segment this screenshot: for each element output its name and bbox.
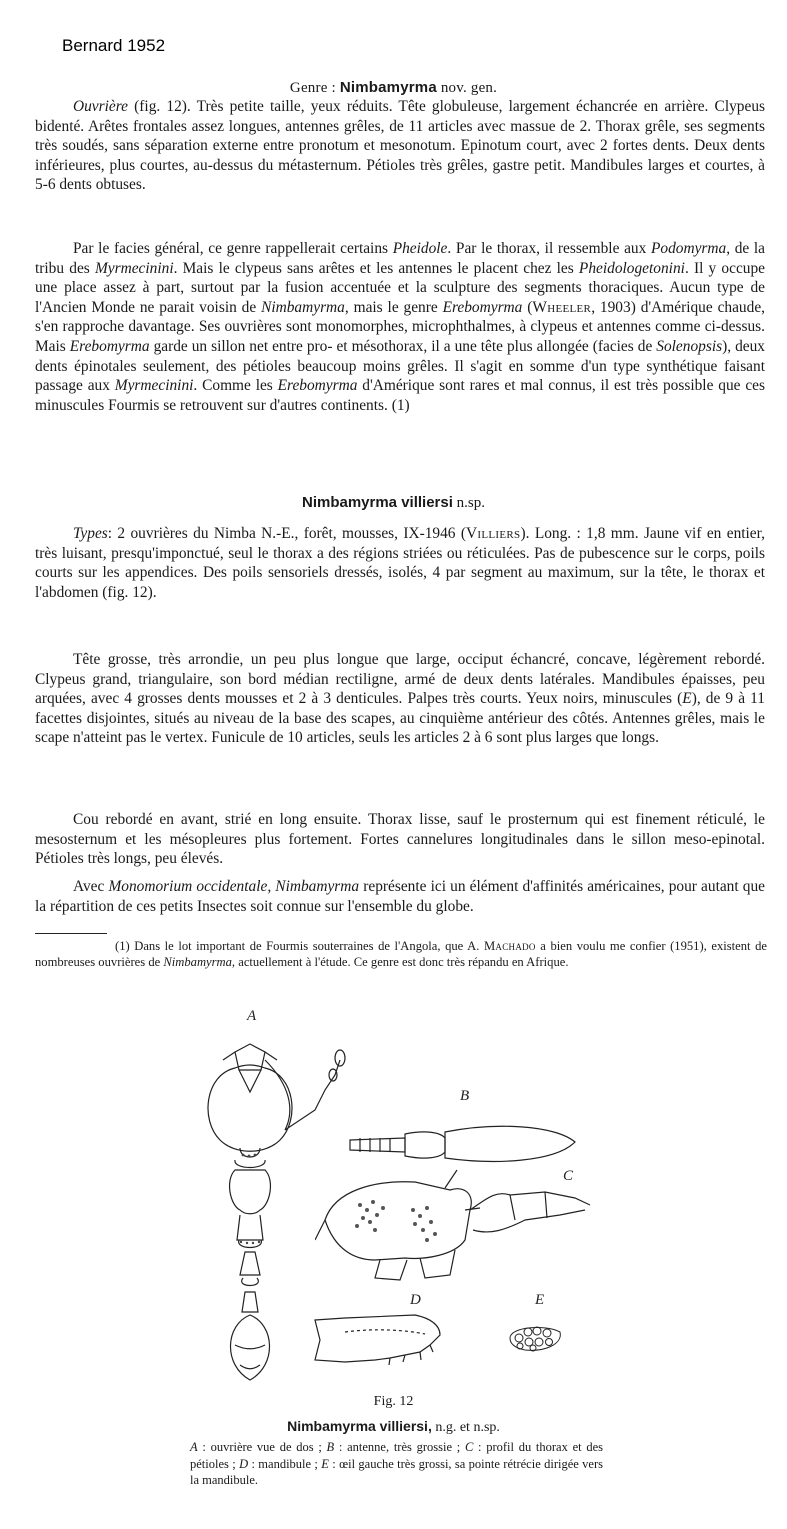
source-label: Bernard 1952 bbox=[62, 36, 166, 55]
figure-caption-title: Nimbamyrma villiersi, n.g. et n.sp. bbox=[287, 1418, 500, 1435]
footnote: (1) Dans le lot important de Fourmis souterraines de l'Angola, que A. Machado a bien voulu me confier (1951), existent de nombreuses ouvrières de Nimbamyrma, actuellement à l'étude. Ce genre est donc très répandu en Afrique. bbox=[35, 939, 767, 969]
figure-label-e: E bbox=[535, 1292, 545, 1308]
figure-label-d: D bbox=[410, 1292, 421, 1308]
species-heading bbox=[0, 494, 787, 512]
footnote-rule bbox=[35, 933, 107, 934]
diagnosis-text: (fig. 12). Très petite taille, yeux réduits. Tête globuleuse, largement échancrée en arrière. Clypeus bidenté. Arêtes frontales assez longues, antennes grêles, de 11 articles avec massue de 2. Thorax grêle, ses segments très soudés, sans séparation externe entre pronotum et mesonotum. Epinotum court, avec 2 fortes dents. Deux dents inférieures, plus courtes, au-dessus du métasternum. Pétioles très grêles, gastre petit. Mandibules larges et courtes, à 5-6 dents obtuses. bbox=[35, 98, 765, 194]
figure-number: Fig. 12 bbox=[373, 1394, 414, 1409]
paragraph-types: Types: 2 ouvrières du Nimba N.-E., forêt, mousses, IX-1946 (Villiers). Long. : 1,8 mm. Jaune vif en entier, très luisant, presqu'imponctué, seul le thorax a des régions striées ou réticulées. Pas de pubescence sur le corps, poils courts sur les appendices. Des poils sensoriels dressés, isolés, 4 par segment au maximum, sur la tête, le thorax et l'abdomen (fig. 12). bbox=[35, 525, 765, 601]
term-ouvriere: Ouvrière bbox=[73, 98, 128, 115]
genus-heading bbox=[0, 79, 787, 97]
figure-label-b: B bbox=[460, 1088, 470, 1104]
figure-label-c: C bbox=[563, 1168, 574, 1184]
paragraph-conclusion: Avec Monomorium occidentale, Nimbamyrma représente ici un élément d'affinités américaines, pour autant que la répartition de ces petits Insectes soit connue sur l'ensemble du globe. bbox=[35, 878, 765, 915]
figure-caption: A : ouvrière vue de dos ; B : antenne, très grossie ; C : profil du thorax et des pétioles ; D : mandibule ; E : œil gauche très grossi, sa pointe rétrécie dirigée vers la mandibule. bbox=[190, 1440, 603, 1487]
species-suffix: n.sp. bbox=[456, 495, 485, 511]
illustration-mandible bbox=[305, 1310, 455, 1370]
illustration-thorax-profile bbox=[315, 1160, 605, 1290]
genus-name: Nimbamyrma bbox=[339, 79, 437, 96]
species-name: Nimbamyrma villiersi bbox=[301, 494, 453, 511]
genus-suffix: nov. gen. bbox=[440, 80, 498, 96]
figure-12 bbox=[195, 1000, 615, 1390]
paragraph-head: Tête grosse, très arrondie, un peu plus longue que large, occiput échancré, concave, légèrement rebordé. Clypeus grand, triangulaire, son bord médian rectiligne, armé de deux dents latérales. Mandibules épaisses, peu arquées, avec 4 grosses dents mousses et 2 à 3 denticules. Palpes très courts. Yeux noirs, minuscules (E), de 9 à 11 facettes disjointes, situés au niveau de la base des scapes, au cinquième antérieur des côtés. Antennes grêles, mais le scape n'atteint pas le vertex. Funicule de 10 articles, seuls les articles 2 à 6 sont plus larges que longs. bbox=[35, 651, 765, 747]
paragraph-affinities: Par le facies général, ce genre rappellerait certains Pheidole. Par le thorax, il ressemble aux Podomyrma, de la tribu des Myrmecinini. Mais le clypeus sans arêtes et les antennes le placent chez les Pheidologetonini. Il y occupe une place assez à part, surtout par la fusion accentuée et la sculpture des segments thoraciques. Aucun type de l'Ancien Monde ne parait voisin de Nimbamyrma, mais le genre Erebomyrma (Wheeler, 1903) d'Amérique chaude, s'en rapproche davantage. Ses ouvrières sont monomorphes, microphthalmes, à clypeus et antennes comme ci-dessus. Mais Erebomyrma garde un sillon net entre pro- et mésothorax, il a une tête plus allongée (facies de Solenopsis), deux dents épinotales seulement, des pétioles beaucoup moins grêles. Il s'agit en somme d'un type synthétique faisant passage aux Myrmecinini. Comme les Erebomyrma d'Amérique sont rares et mal connus, il est très possible que ces minuscules Fourmis se retrouvent sur d'autres continents. (1) bbox=[35, 240, 766, 414]
illustration-eye bbox=[505, 1322, 565, 1354]
paragraph-thorax: Cou rebordé en avant, strié en long ensuite. Thorax lisse, sauf le prosternum qui est finement réticulé, le mesosternum et les mésopleures plus fortement. Fortes cannelures longitudinales dans le sillon meso-epinotal. Pétioles très longs, peu élevés. bbox=[35, 811, 765, 868]
paragraph-diagnosis bbox=[35, 97, 765, 195]
figure-label-a: A bbox=[247, 1008, 257, 1024]
genus-prefix: Genre : bbox=[289, 80, 336, 96]
